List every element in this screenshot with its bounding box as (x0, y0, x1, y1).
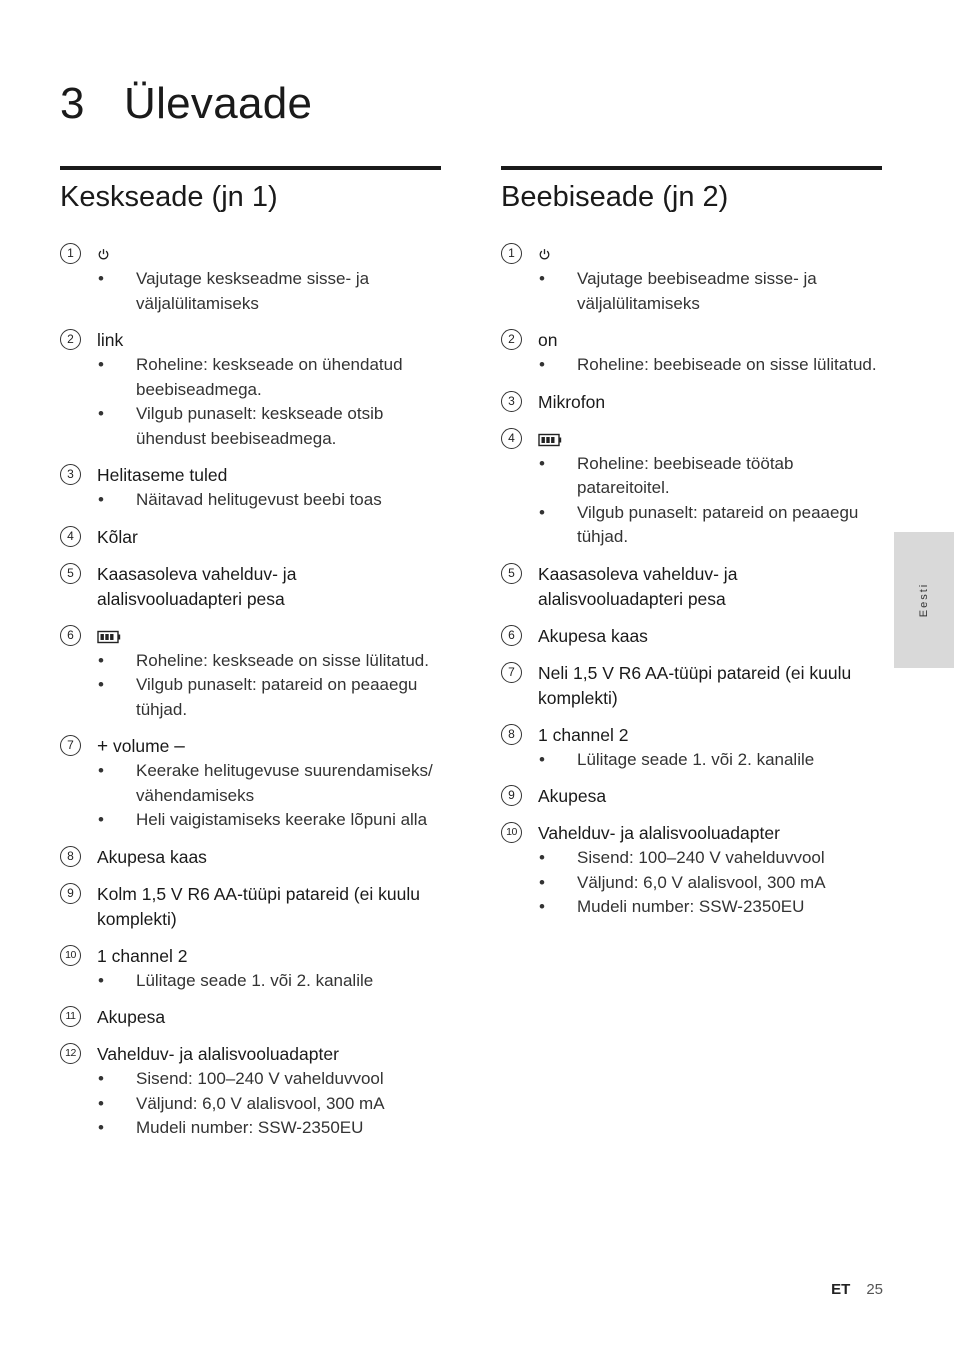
item-heading (501, 328, 882, 353)
item-label-text: link (97, 330, 124, 350)
item-label (97, 845, 441, 870)
bullet-item: • Vajutage beebiseadme sisse- ja väljalülitamiseks (539, 267, 882, 316)
item-label (97, 562, 441, 612)
item-label-text: on (538, 330, 558, 350)
item-label-text: Akupesa kaas (97, 846, 207, 867)
item-number-badge: 10 (501, 822, 522, 843)
item-label (97, 463, 441, 488)
item-number-badge: 4 (501, 428, 522, 449)
list-item (60, 882, 441, 932)
item-number-badge: 8 (60, 846, 81, 867)
item-number-badge: 2 (60, 329, 81, 350)
item-heading (60, 624, 441, 649)
list-item (60, 1005, 441, 1030)
item-label (97, 242, 441, 267)
item-list (60, 242, 441, 1141)
item-heading (501, 661, 882, 711)
item-label-text: Kaasasoleva vahelduv- ja alalisvooluadapteri pesa (97, 563, 297, 609)
battery-icon (538, 429, 562, 449)
list-item (501, 784, 882, 809)
item-heading (60, 882, 441, 932)
page-footer (831, 1280, 883, 1300)
item-label-text: Mikrofon (538, 391, 606, 412)
bullet-list (60, 759, 441, 833)
list-item (60, 328, 441, 451)
item-heading (60, 242, 441, 267)
list-item (60, 624, 441, 723)
item-label (538, 723, 882, 748)
list-item (501, 661, 882, 711)
item-heading (60, 845, 441, 870)
battery-icon (97, 626, 121, 646)
list-item (60, 525, 441, 550)
item-heading (60, 463, 441, 488)
bullet-item: • Väljund: 6,0 V alalisvool, 300 mA (539, 871, 882, 896)
list-item (501, 821, 882, 920)
item-heading (501, 390, 882, 415)
list-item (60, 1042, 441, 1141)
bullet-item: • Roheline: beebiseade on sisse lülitatud. (539, 353, 882, 378)
item-label (97, 1042, 441, 1067)
right-column (501, 166, 882, 932)
list-item (501, 427, 882, 550)
item-label-text: Akupesa kaas (538, 625, 648, 646)
item-label (538, 328, 882, 353)
item-label-text: Helitaseme tuled (97, 465, 228, 485)
item-heading (501, 242, 882, 267)
bullet-item: • Heli vaigistamiseks keerake lõpuni alla (98, 808, 441, 833)
item-label (97, 882, 441, 932)
item-label-text: Vahelduv- ja alalisvooluadapter (538, 823, 780, 843)
item-label-text: Kolm 1,5 V R6 AA-tüüpi patareid (ei kuulu komplekti) (97, 883, 420, 929)
bullet-list (501, 452, 882, 550)
item-label-text: 1 channel 2 (97, 945, 188, 966)
item-number-badge: 6 (501, 625, 522, 646)
bullet-item: • Roheline: beebiseade töötab patareitoitel. (539, 452, 882, 501)
item-label (97, 624, 441, 649)
bullet-item: • Sisend: 100–240 V vahelduvvool (539, 846, 882, 871)
bullet-item: • Vilgub punaselt: patareid on peaaegu tühjad. (98, 673, 441, 722)
item-label (538, 821, 882, 846)
item-heading (60, 1005, 441, 1030)
item-label (538, 242, 882, 267)
item-label (538, 784, 882, 809)
section-heading-main-unit: Keskseade (jn 1) (60, 181, 278, 213)
item-heading (60, 525, 441, 550)
item-label-text: Kõlar (97, 526, 138, 547)
item-heading (501, 624, 882, 649)
item-label (538, 661, 882, 711)
bullet-list (60, 1067, 441, 1141)
item-number-badge: 5 (60, 563, 81, 584)
bullet-item: • Vilgub punaselt: keskseade otsib ühendust beebiseadmega. (98, 402, 441, 451)
list-item (501, 328, 882, 378)
item-number-badge: 9 (60, 883, 81, 904)
item-heading (501, 784, 882, 809)
list-item (501, 562, 882, 612)
item-heading (60, 562, 441, 612)
item-number-badge: 12 (60, 1043, 81, 1064)
item-label (97, 328, 441, 353)
item-number-badge: 9 (501, 785, 522, 806)
bullet-item: • Väljund: 6,0 V alalisvool, 300 mA (98, 1092, 441, 1117)
item-label-text: Akupesa (538, 786, 607, 806)
list-item (60, 944, 441, 994)
item-heading (501, 562, 882, 612)
item-label (97, 734, 441, 759)
bullet-item: • Mudeli number: SSW-2350EU (539, 895, 882, 920)
item-label (538, 624, 882, 649)
list-item (501, 390, 882, 415)
section-heading-baby-unit: Beebiseade (jn 2) (501, 181, 729, 213)
item-label (538, 390, 882, 415)
footer-language: ET (831, 1281, 851, 1298)
item-label-text: volume (112, 736, 170, 756)
bullet-item: • Roheline: keskseade on sisse lülitatud. (98, 649, 441, 674)
bullet-list (501, 748, 882, 773)
bullet-list (60, 488, 441, 513)
item-number-badge: 8 (501, 724, 522, 745)
section-rule (501, 166, 882, 170)
list-item (60, 463, 441, 513)
item-number-badge: 11 (60, 1006, 81, 1027)
bullet-list (60, 267, 441, 316)
item-number-badge: 3 (60, 464, 81, 485)
item-number-badge: 4 (60, 526, 81, 547)
item-label (97, 944, 441, 969)
page-number: 25 (866, 1281, 883, 1298)
item-label (97, 525, 441, 550)
bullet-item: • Vilgub punaselt: patareid on peaaegu tühjad. (539, 501, 882, 550)
bullet-item: • Vajutage keskseadme sisse- ja väljalülitamiseks (98, 267, 441, 316)
item-number-badge: 2 (501, 329, 522, 350)
item-number-badge: 5 (501, 563, 522, 584)
item-number-badge: 7 (60, 735, 81, 756)
bullet-list (501, 267, 882, 316)
item-number-badge: 7 (501, 662, 522, 683)
item-label (538, 562, 882, 612)
bullet-item: • Näitavad helitugevust beebi toas (98, 488, 441, 513)
item-label (97, 1005, 441, 1030)
item-heading (60, 734, 441, 759)
language-tab-label: Eesti (918, 582, 930, 618)
item-number-badge: 1 (501, 243, 522, 264)
item-heading (501, 427, 882, 452)
item-label-text: Akupesa (97, 1007, 166, 1027)
bullet-item: • Roheline: keskseade on ühendatud beebiseadmega. (98, 353, 441, 402)
item-label-text: Neli 1,5 V R6 AA-tüüpi patareid (ei kuulu komplekti) (538, 662, 852, 708)
item-number-badge: 10 (60, 945, 81, 966)
bullet-item: • Lülitage seade 1. või 2. kanalile (98, 969, 441, 994)
item-label-text: Vahelduv- ja alalisvooluadapter (97, 1044, 339, 1064)
plus-symbol: + (97, 736, 109, 757)
chapter-name: Ülevaade (124, 79, 313, 128)
power-icon (97, 244, 110, 264)
item-label-text: Kaasasoleva vahelduv- ja alalisvooluadapteri pesa (538, 563, 738, 609)
item-heading (60, 1042, 441, 1067)
bullet-list (60, 969, 441, 994)
bullet-list (501, 846, 882, 920)
list-item (60, 562, 441, 612)
list-item (60, 845, 441, 870)
chapter-number: 3 (60, 79, 85, 128)
list-item (501, 242, 882, 316)
item-label-text: 1 channel 2 (538, 724, 629, 745)
language-tab (894, 532, 954, 668)
item-heading (60, 328, 441, 353)
chapter-title (60, 78, 312, 130)
item-number-badge: 1 (60, 243, 81, 264)
item-heading (501, 723, 882, 748)
item-label (538, 427, 882, 452)
bullet-list (60, 649, 441, 723)
bullet-item: • Sisend: 100–240 V vahelduvvool (98, 1067, 441, 1092)
item-heading (60, 944, 441, 969)
item-number-badge: 6 (60, 625, 81, 646)
bullet-list (501, 353, 882, 378)
list-item (60, 734, 441, 833)
list-item (60, 242, 441, 316)
bullet-item: • Keerake helitugevuse suurendamiseks/ vähendamiseks (98, 759, 441, 808)
item-number-badge: 3 (501, 391, 522, 412)
bullet-item: • Mudeli number: SSW-2350EU (98, 1116, 441, 1141)
list-item (501, 723, 882, 773)
bullet-item: • Lülitage seade 1. või 2. kanalile (539, 748, 882, 773)
item-heading (501, 821, 882, 846)
list-item (501, 624, 882, 649)
minus-symbol: – (174, 736, 185, 757)
bullet-list (60, 353, 441, 451)
section-rule (60, 166, 441, 170)
power-icon (538, 244, 551, 264)
item-list (501, 242, 882, 920)
left-column (60, 166, 441, 1153)
